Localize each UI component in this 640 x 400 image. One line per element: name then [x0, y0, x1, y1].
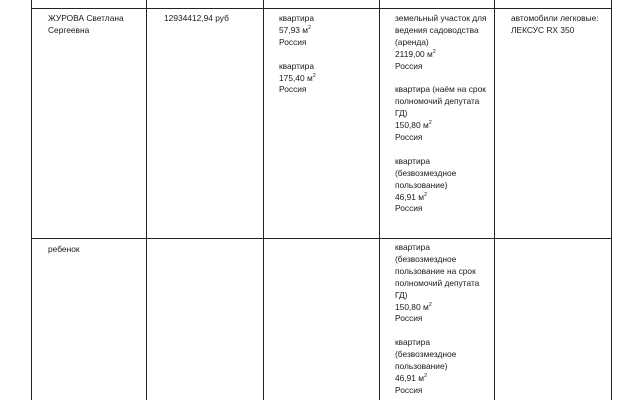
name-line: ребенок: [48, 244, 80, 254]
property-type: (безвозмездное: [395, 253, 457, 264]
row-1-income: [164, 13, 229, 25]
property-type: земельный участок для: [395, 13, 487, 23]
property-type: пользование): [395, 179, 448, 190]
property-type: (безвозмездное: [395, 349, 457, 360]
row-divider: [31, 238, 612, 239]
column-divider: [494, 0, 495, 400]
property-area: 150,80 $м^2$: [395, 120, 432, 131]
property-type: полномочий депутата: [395, 277, 480, 288]
name-line: ЖУРОВА Светлана: [48, 13, 124, 23]
property-type: квартира (наём на срок: [395, 84, 486, 95]
property-type: полномочий депутата: [395, 96, 480, 107]
column-divider: [611, 0, 612, 400]
property-country: Россия: [395, 60, 423, 71]
column-divider: [263, 0, 264, 400]
property-type: ведения садоводства: [395, 24, 479, 35]
property-type: (безвозмездное: [395, 167, 457, 178]
row-1-vehicles: [511, 13, 609, 37]
property-type: пользование): [395, 361, 448, 372]
property-area: 46,91 $м^2$: [395, 372, 428, 383]
property-area: 57,93 $м^2$: [279, 24, 312, 35]
property-type: квартира: [395, 242, 430, 252]
column-divider: [146, 0, 147, 400]
property-country: Россия: [395, 203, 423, 214]
property-item: [279, 13, 316, 49]
property-country: Россия: [279, 36, 307, 47]
row-1-used-property: [395, 13, 492, 215]
row-2-name: [48, 244, 80, 256]
property-country: Россия: [395, 384, 423, 395]
property-country: Россия: [279, 84, 307, 95]
property-item: [395, 156, 492, 216]
property-country: Россия: [395, 132, 423, 143]
property-item: [395, 337, 492, 397]
column-divider: [31, 0, 32, 400]
property-type: квартира: [279, 60, 314, 71]
property-item: [395, 13, 492, 73]
name-line: Сергеевна: [48, 24, 90, 35]
column-divider: [379, 0, 380, 400]
property-area: 150,80 $м^2$: [395, 301, 432, 312]
property-area: 2119,00 $м^2$: [395, 48, 436, 59]
row-2-used-property: [395, 242, 492, 397]
property-type: квартира: [279, 13, 314, 23]
row-1-owned-property: [279, 13, 316, 96]
property-type: пользование на срок: [395, 265, 476, 276]
property-item: [395, 84, 492, 144]
row-divider: [31, 8, 612, 9]
property-item: [395, 242, 492, 325]
vehicle-line: автомобили легковые:: [511, 13, 599, 23]
income-value: 12934412,94 руб: [164, 13, 229, 23]
vehicle-line: ЛЕКСУС RX 350: [511, 24, 575, 35]
row-1-name: [48, 13, 144, 37]
property-type: (аренда): [395, 36, 429, 47]
property-type: квартира: [395, 337, 430, 348]
property-area: 46,91 $м^2$: [395, 191, 428, 202]
property-country: Россия: [395, 313, 423, 324]
property-area: 175,40 $м^2$: [279, 72, 316, 83]
property-type: ГД): [395, 108, 408, 119]
property-type: квартира: [395, 155, 430, 166]
property-item: [279, 61, 316, 97]
property-type: ГД): [395, 289, 408, 300]
